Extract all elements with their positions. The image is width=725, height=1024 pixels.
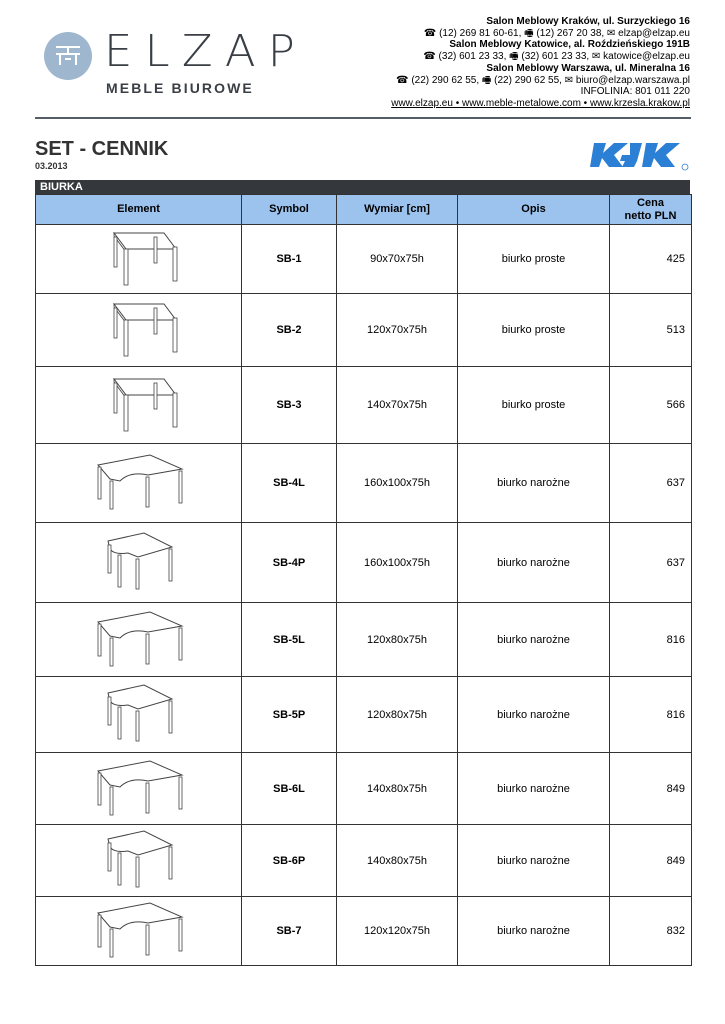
logo-wordmark: ELZAP bbox=[104, 26, 308, 77]
cell-symbol: SB-4L bbox=[242, 444, 337, 523]
desk-image bbox=[36, 444, 242, 523]
cell-price: 816 bbox=[610, 603, 692, 677]
cell-size: 120x80x75h bbox=[337, 677, 458, 753]
cell-description: biurko narożne bbox=[458, 897, 610, 966]
cell-price: 849 bbox=[610, 825, 692, 897]
cell-symbol: SB-6L bbox=[242, 753, 337, 825]
cell-description: biurko proste bbox=[458, 367, 610, 444]
contact-line: Salon Meblowy Katowice, al. Roździeńskiego 191B bbox=[449, 39, 690, 51]
cell-size: 90x70x75h bbox=[337, 225, 458, 294]
cell-symbol: SB-5P bbox=[242, 677, 337, 753]
contact-block bbox=[391, 16, 690, 110]
desk-image bbox=[36, 897, 242, 966]
desk-image bbox=[36, 367, 242, 444]
col-header-symbol: Symbol bbox=[242, 195, 337, 225]
cell-description: biurko proste bbox=[458, 294, 610, 367]
page-header bbox=[0, 0, 725, 120]
cell-symbol: SB-2 bbox=[242, 294, 337, 367]
contact-line[interactable]: www.elzap.eu • www.meble-metalowe.com • www.krzesla.krakow.pl bbox=[391, 97, 690, 109]
table-row bbox=[36, 753, 692, 825]
section-header: BIURKA bbox=[35, 180, 690, 194]
table-row bbox=[36, 523, 692, 603]
contact-line: INFOLINIA: 801 011 220 bbox=[580, 86, 690, 98]
cell-price: 513 bbox=[610, 294, 692, 367]
cell-description: biurko narożne bbox=[458, 523, 610, 603]
contact-line: Salon Meblowy Kraków, ul. Surzyckiego 16 bbox=[486, 16, 690, 27]
contact-line: ☎ (32) 601 23 33, 🖷 (32) 601 23 33, ✉ katowice@elzap.eu bbox=[423, 51, 690, 63]
cell-size: 140x80x75h bbox=[337, 753, 458, 825]
cell-symbol: SB-5L bbox=[242, 603, 337, 677]
col-header-size: Wymiar [cm] bbox=[337, 195, 458, 225]
desk-image bbox=[36, 753, 242, 825]
desk-image bbox=[36, 677, 242, 753]
cell-size: 120x120x75h bbox=[337, 897, 458, 966]
table-row bbox=[36, 444, 692, 523]
price-table bbox=[35, 194, 692, 966]
cell-description: biurko narożne bbox=[458, 753, 610, 825]
cell-size: 160x100x75h bbox=[337, 444, 458, 523]
cell-symbol: SB-7 bbox=[242, 897, 337, 966]
table-row bbox=[36, 225, 692, 294]
cell-price: 566 bbox=[610, 367, 692, 444]
cell-symbol: SB-6P bbox=[242, 825, 337, 897]
cell-symbol: SB-1 bbox=[242, 225, 337, 294]
elzap-logo-icon bbox=[44, 32, 92, 80]
table-row bbox=[36, 897, 692, 966]
cell-description: biurko narożne bbox=[458, 677, 610, 753]
kjk-logo-icon bbox=[590, 137, 690, 178]
cell-size: 120x80x75h bbox=[337, 603, 458, 677]
cell-description: biurko narożne bbox=[458, 825, 610, 897]
table-row bbox=[36, 294, 692, 367]
cell-size: 160x100x75h bbox=[337, 523, 458, 603]
table-row bbox=[36, 677, 692, 753]
desk-image bbox=[36, 603, 242, 677]
cell-price: 816 bbox=[610, 677, 692, 753]
logo-subtitle: MEBLE BIUROWE bbox=[106, 80, 254, 96]
cell-description: biurko narożne bbox=[458, 603, 610, 677]
cell-description: biurko narożne bbox=[458, 444, 610, 523]
cell-price: 849 bbox=[610, 753, 692, 825]
col-header-price: Cena netto PLN bbox=[610, 195, 692, 225]
cell-symbol: SB-4P bbox=[242, 523, 337, 603]
col-header-description: Opis bbox=[458, 195, 610, 225]
price-date: 03.2013 bbox=[35, 161, 68, 171]
table-row bbox=[36, 367, 692, 444]
cell-description: biurko proste bbox=[458, 225, 610, 294]
contact-line: Salon Meblowy Warszawa, ul. Mineralna 16 bbox=[486, 62, 690, 74]
contact-line: ☎ (22) 290 62 55, 🖷 (22) 290 62 55, ✉ biuro@elzap.warszawa.pl bbox=[396, 74, 690, 86]
desk-image bbox=[36, 523, 242, 603]
table-header-row bbox=[36, 195, 692, 225]
desk-image bbox=[36, 225, 242, 294]
header-divider bbox=[35, 117, 691, 119]
cell-price: 832 bbox=[610, 897, 692, 966]
cell-price: 637 bbox=[610, 523, 692, 603]
cell-size: 140x80x75h bbox=[337, 825, 458, 897]
cell-size: 120x70x75h bbox=[337, 294, 458, 367]
cell-size: 140x70x75h bbox=[337, 367, 458, 444]
page-title: SET - CENNIK bbox=[35, 138, 169, 160]
contact-line: ☎ (12) 269 81 60-61, 🖷 (12) 267 20 38, ✉ elzap@elzap.eu bbox=[423, 27, 690, 39]
table-row bbox=[36, 825, 692, 897]
table-row bbox=[36, 603, 692, 677]
desk-image bbox=[36, 294, 242, 367]
desk-image bbox=[36, 825, 242, 897]
cell-price: 425 bbox=[610, 225, 692, 294]
cell-symbol: SB-3 bbox=[242, 367, 337, 444]
cell-price: 637 bbox=[610, 444, 692, 523]
col-header-element: Element bbox=[36, 195, 242, 225]
